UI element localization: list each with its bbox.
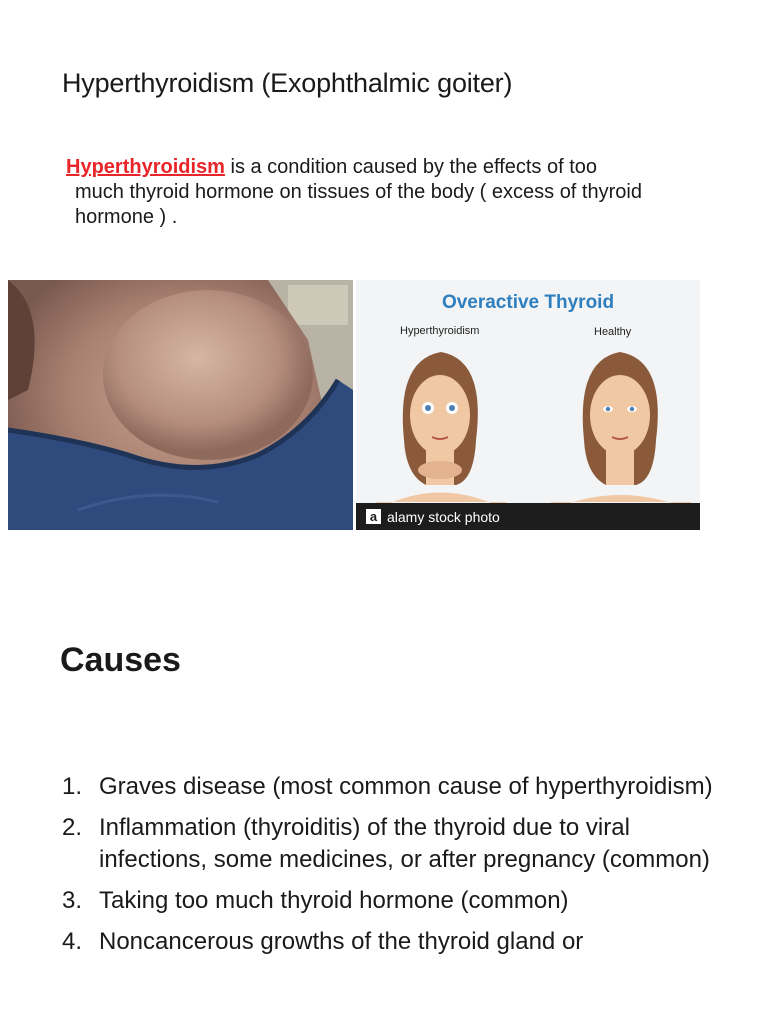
stock-image-title: Overactive Thyroid [441,292,615,313]
hyperthyroid-face-icon [376,352,506,510]
alamy-watermark-text: alamy stock photo [387,508,500,525]
intro-line2: much thyroid hormone on tissues of the body ( excess of thyroid hormone ) . [75,181,642,228]
list-item-number: 4. [62,928,83,955]
list-item-number: 2. [62,814,83,841]
goiter-photo-illustration [8,280,353,530]
goiter-photo [8,280,353,530]
list-item [62,812,722,876]
slide-title: Hyperthyroidism (Exophthalmic goiter) [62,68,513,98]
list-item-text: Taking too much thyroid hormone (common) [99,887,569,914]
list-item [62,926,722,958]
list-item-number: 3. [62,887,83,914]
overactive-thyroid-image [356,280,700,530]
list-item [62,885,722,917]
alamy-logo-icon: a [366,509,381,524]
intro-term: Hyperthyroidism [66,156,225,178]
healthy-face-icon [551,352,691,510]
list-item-text: Noncancerous growths of the thyroid gland or [99,928,584,955]
alamy-watermark-bar [356,503,700,530]
causes-list [62,771,722,967]
label-hyperthyroidism: Hyperthyroidism [400,325,480,337]
causes-heading: Causes [60,641,181,679]
intro-paragraph [66,155,706,230]
list-item-text: Graves disease (most common cause of hyperthyroidism) [99,773,713,800]
list-item-number: 1. [62,773,83,800]
list-item [62,771,722,803]
label-healthy: Healthy [594,326,632,338]
faces-illustration [356,280,700,530]
list-item-text: Inflammation (thyroiditis) of the thyroid due to viral infections, some medicines, or after pregnancy (common) [99,814,710,873]
intro-line1-rest: is a condition caused by the effects of too [224,156,598,178]
